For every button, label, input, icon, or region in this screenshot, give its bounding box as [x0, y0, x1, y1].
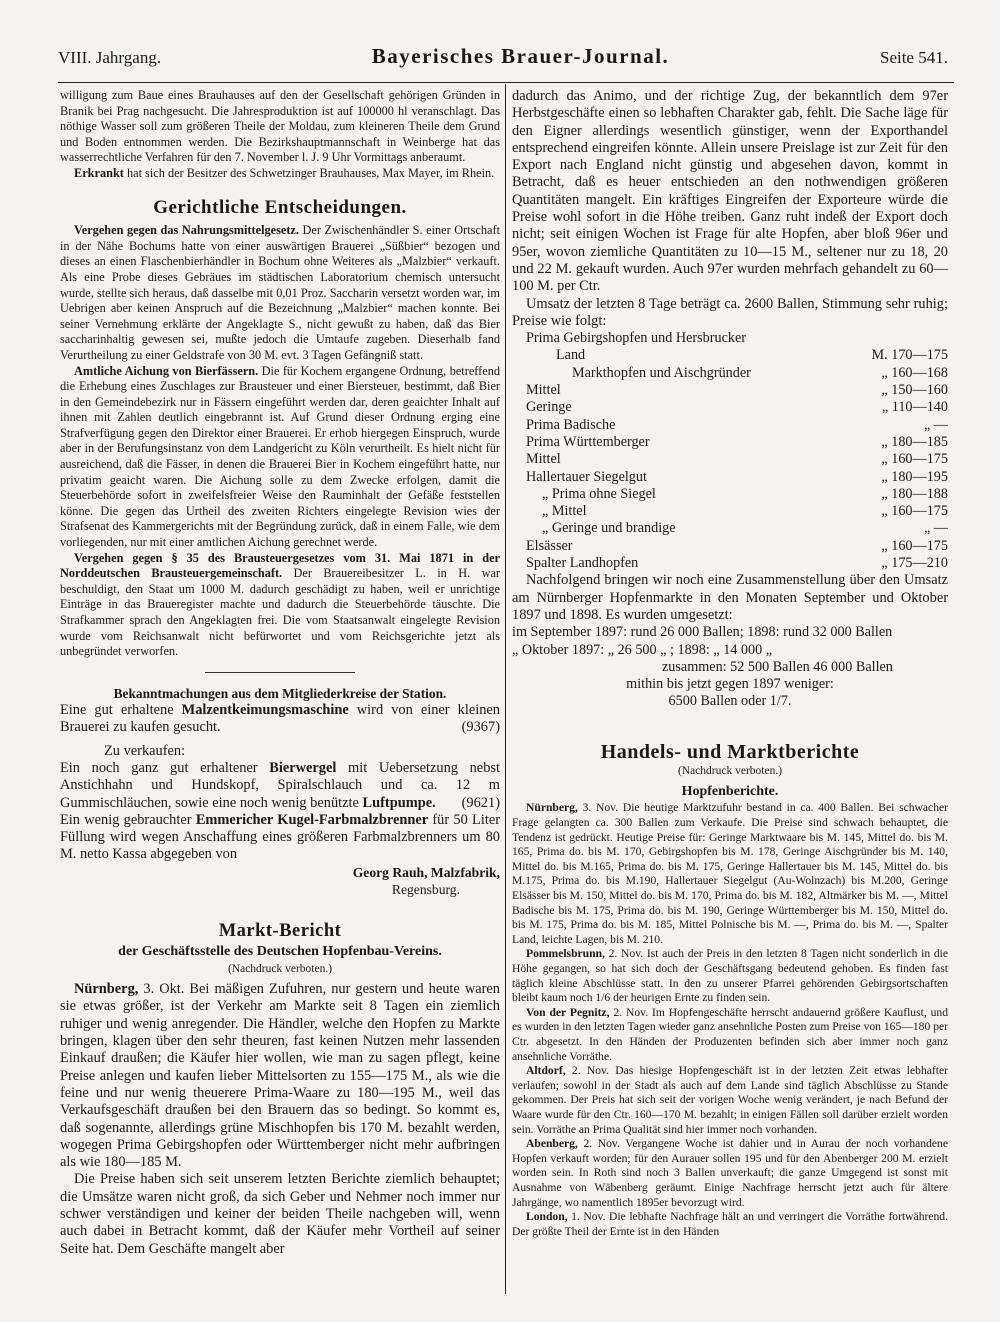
summary — [512, 572, 948, 624]
signature-place: Regensburg. — [391, 882, 460, 898]
price-label: Elsässer — [526, 537, 573, 554]
announcement-1 — [60, 702, 500, 737]
report-pegnitz — [512, 1006, 948, 1064]
place-name: Nürnberg, — [526, 801, 578, 815]
section-title-gerichtliche: Gerichtliche Entscheidungen. — [153, 196, 407, 218]
price-value: „ 110—140 — [881, 399, 948, 416]
section-title-markt-bericht: Markt-Bericht — [218, 921, 342, 942]
price-label: „ Mittel — [542, 503, 587, 520]
section-title-handels: Handels- und Marktberichte — [600, 740, 860, 763]
stat-difference: mithin bis jetzt gegen 1897 weniger: — [626, 676, 834, 693]
price-row — [512, 486, 948, 503]
price-label: Markthopfen und Aischgründer — [572, 364, 751, 381]
price-table — [512, 330, 948, 572]
price-value: „ — — [923, 416, 948, 433]
report-text: 2. Nov. Ist auch der Preis in den letzten 8 Tagen nicht sonderlich in die Höhe gegangen, so hat sich doch der Geschäftsgang bedeutend gehoben. Es finden fast täglich kleine Abschlüsse statt. In den zu unserer Pfarrei gehörenden Gebirgsortschaften bleibt kaum noch 1/6 der heurigen Ernte zu finden sein. — [512, 947, 948, 1005]
price-value: „ 160—175 — [881, 451, 948, 468]
article-text: Die für Kochem ergangene Ordnung, betreffend die Erhebung eines Zuschlages zur Brausteuer und einer Biersteuer, bestimmt, daß Bier in den Gemeindebezirk nur in Fässern eingeführt werden dar, deren geaichter Inhalt auf ihnen mit Zahlen deutlich eingebrannt ist. Auf Grund dieser Ordnung erging eine Strafverfügung gegen den Direktor einer Brauerei. Er erhob hiergegen Einspruch, wurde aber in der Berufungsinstanz von dem Landgericht zu Köln verurtheilt. Es hielt nicht für ausreichend, daß die Fässer, in denen die Brauerei Bier in Kochem eingeführt hatte, nur privatim geaicht waren. Die Aichung solle zu dem Zwecke erfolgen, damit die Steuerbehörde sofort in zweifelsfreier Weise den Rauminhalt der Gefäße feststellen könne. Die gegen das Urtheil des zweiten Richters eingelegte Revision wies der Strafsenat des Kammergerichts mit der Begründung zurück, daß in einem Falle, wie dem vorliegenden, nur mit einer amtlichen Aichung gerechnet werde. — [60, 363, 500, 550]
ann-text: Eine gut erhaltene — [60, 702, 182, 719]
price-row — [512, 555, 948, 572]
article-heading: Vergehen gegen das Nahrungsmittelgesetz. — [74, 223, 299, 238]
report-abenberg — [512, 1137, 948, 1210]
divider — [205, 672, 355, 673]
price-value: „ 180—188 — [881, 485, 948, 502]
report-london — [512, 1210, 948, 1239]
announcement-2 — [60, 760, 500, 812]
price-row — [512, 451, 948, 468]
ann-text: für 50 Liter Füllung wird wegen Anschaffung eines größeren Farbmalzbrenners um 80 M. netto Kassa abgegeben von — [60, 811, 500, 863]
stat-total: zusammen: 52 500 Ballen 46 000 Ballen — [662, 658, 893, 675]
price-row — [512, 399, 948, 416]
ann-text: mit Uebersetzung nebst Anstichhahn und Hundskopf, Spiralschlauch und ca. 12 m Gummischläuchen, sowie eine noch wenig benützte — [60, 759, 500, 811]
page-header — [58, 44, 948, 78]
krank-text: hat sich der Besitzer des Schwetzinger Brauhauses, Max Mayer, im Rhein. — [123, 165, 495, 180]
place-name: Pommelsbrunn, — [526, 947, 605, 961]
place-name: Abenberg, — [526, 1137, 578, 1151]
hop-reports — [512, 801, 948, 1239]
price-label: Spalter Landhopfen — [526, 555, 639, 572]
price-label: Prima Badische — [526, 416, 616, 433]
report-continuation — [512, 88, 948, 330]
article-nahrungsmittel — [60, 223, 500, 363]
report-text: 2. Nov. Im Hopfengeschäfte herrscht andauernd größere Kauflust, und es wurden in den letzten Tagen wieder ganz ansehnliche Posten zum Preise von 165—180 per Ctr. abgesetzt. In den Händen der Produzenten befinden sich aber immer noch ganz ansehnliche Vorräthe. — [512, 1005, 949, 1063]
reprint-note: (Nachdruck verboten.) — [227, 962, 333, 975]
price-value: „ 180—185 — [881, 433, 948, 450]
turnover-statistics — [512, 624, 948, 710]
price-label: Land — [556, 347, 586, 364]
price-row — [512, 347, 948, 364]
report-nuernberg — [512, 801, 948, 947]
price-row — [512, 469, 948, 486]
price-value — [856, 330, 948, 347]
article-aichung — [60, 364, 500, 551]
article-text: Der Brauereibesitzer L. in H. war beschuldigt, den Staat um 1000 M. dadurch geschädigt zu haben, weil er unrichtige Einträge in das Braueregister machte und dadurch die Steuerbehörde täuschte. Die Strafkammer sprach den Angeklagten frei. Die vom Staatsanwalt eingelegte Revision wurde vom Reichsanwalt nicht befürwortet und vom Reichsgerichte jetzt als unbegründet verworfen. — [60, 566, 500, 659]
stat-october: „ Oktober 1897: „ 26 500 „ ; 1898: „ 14 000 „ — [512, 641, 773, 658]
reprint-note: (Nachdruck verboten.) — [677, 765, 783, 778]
ann-text: Ein noch ganz gut erhaltener — [60, 759, 270, 776]
market-report-p1 — [60, 981, 500, 1171]
report-text: 2. Nov. Das hiesige Hopfengeschäft ist in der letzten Zeit etwas lebhafter verlaufen; sowohl in der Stadt als auch auf dem Lande sind täglich Abschlüsse zu Stande gekommen. Der Preis hat sich seit der vorigen Woche wenig verändert, je nach Befund der Waare wurde für den Ctr. 160—170 M. bezahlt; in einigen Fällen soll darüber erzielt worden sein. Vorräthe an Prima Qualität sind hier immer noch vorhanden. — [512, 1064, 948, 1136]
price-row — [512, 434, 948, 451]
price-value: M. 170—175 — [871, 347, 948, 364]
price-label: Prima Gebirgshopfen und Hersbrucker — [526, 330, 746, 347]
price-label: „ Prima ohne Siegel — [542, 485, 656, 502]
article-brausteuer — [60, 551, 500, 660]
price-label: Geringe — [526, 399, 572, 416]
ann-item: Malzentkeimungsmaschine — [181, 702, 349, 719]
price-row — [512, 330, 948, 347]
price-value: „ 180—195 — [881, 468, 948, 485]
ann-item: Bierwergel — [269, 759, 337, 776]
price-label: Mittel — [526, 382, 561, 399]
continuation-text: dadurch das Animo, und der richtige Zug, der bekanntlich dem 97er Herbstgeschäfte einen so lebhaften Charakter gab, fehlt. Die Sache läge für den Eigner allerdings wesentlich günstiger, wenn der Exporthandel entsprechend eingreifen könnte. Allein unsere Preislage ist zur Zeit für den Export nach England nicht günstig und abgesehen davon, kommt in Betracht, daß es heuer entschieden an den nothwendigen größeren Quantitäten mangelt. Ein kräftiges Eingreifen der Exporteure würde die Preise wohl sofort in die Höhe treiben. Ganz ruht indeß der Export doch nicht; seit einigen Wochen ist Frage für alte Hopfen, aber bloß 96er und 95er, wovon ziemliche Quantitäten zu 10—15 M., seltener nur zu 18, 20 und 22 M. gekauft wurden. Auch 97er wurden mehrfach gehandelt zu 60—100 M. per Ctr. — [512, 88, 948, 295]
market-report — [60, 981, 500, 1258]
volume-label: VIII. Jahrgang. — [58, 48, 162, 67]
price-label: „ Geringe und brandige — [542, 520, 676, 537]
announcement-3 — [60, 812, 500, 864]
price-label: Hallertauer Siegelgut — [526, 468, 647, 485]
left-column — [60, 88, 500, 1258]
place-name: Nürnberg, — [74, 981, 139, 998]
article-heading: Amtliche Aichung von Bierfässern. — [74, 363, 259, 378]
column-divider — [505, 84, 506, 1294]
ann-text: Ein wenig gebrauchter — [60, 811, 196, 828]
price-value: „ 150—160 — [881, 382, 948, 399]
ann-item: Emmericher Kugel-Farbmalzbrenner — [195, 811, 429, 828]
turnover-text: Umsatz der letzten 8 Tage beträgt ca. 2600 Ballen, Stimmung sehr ruhig; Preise wie folgt: — [512, 295, 948, 329]
ann-signature — [60, 864, 500, 881]
signature-name: Georg Rauh, Malzfabrik, — [352, 864, 500, 880]
place-name: London, — [526, 1210, 568, 1224]
stat-difference-value: 6500 Ballen oder 1/7. — [668, 693, 792, 710]
price-row — [512, 538, 948, 555]
report-text: 2. Nov. Vergangene Woche ist dahier und in Aurau der noch vorhandene Hopfen verkauft worden; für den Aurauer sollen 195 und für den Abenberger 200 M. erzielt worden sein. In Roth sind noch 3 Ballen unverkauft; die ganze Umgegend ist sonst mit Ausnahme von Wäbenberg geräumt. Einige Nachfrage herrscht jetzt auch für ältere Jahrgänge, wo namentlich 1895er bevorzugt wird. — [512, 1137, 948, 1209]
price-row — [512, 365, 948, 382]
article-heading: Vergehen gegen § 35 des Brausteuergesetzes vom 31. Mai 1871 in der Norddeutschen Brausteuergemeinschaft. — [60, 550, 500, 581]
page-number: Seite 541. — [879, 48, 948, 67]
header-rule — [58, 82, 954, 83]
report-pommelsbrunn — [512, 947, 948, 1005]
price-row — [512, 382, 948, 399]
summary-text: Nachfolgend bringen wir noch eine Zusammenstellung über den Umsatz am Nürnberger Hopfenmarkte in den Monaten September und Oktober 1897 und 1898. Es wurden umgesetzt: — [512, 572, 948, 623]
ann-text: wird von einer kleinen Brauerei zu kaufen gesucht. — [60, 702, 501, 736]
section-subtitle: der Geschäftsstelle des Deutschen Hopfenbau-Vereins. — [118, 943, 442, 959]
price-row — [512, 520, 948, 537]
stat-september: im September 1897: rund 26 000 Ballen; 1898: rund 32 000 Ballen — [512, 624, 893, 641]
announcements-title: Bekanntmachungen aus dem Mitgliederkreise der Station. — [113, 685, 447, 701]
place-name: Altdorf, — [526, 1064, 566, 1078]
price-row — [512, 503, 948, 520]
krank-paragraph — [60, 166, 500, 182]
ann-number: (9621) — [461, 794, 500, 811]
intro-paragraph: willigung zum Baue eines Brauhauses auf den der Gesellschaft gehörigen Gründen in Branik bei Prag nachgesucht. Die Jahresproduktion ist auf 100000 hl veranschlagt. Das nöthige Wasser soll zum größeren Theile der Moldau, zum kleineren Theile dem Grund und Boden entnommen werden. Die Bezirkshauptmannschaft in Weinberge hat das wasserrechtliche Verfahren für den 7. November l. J. 9 Uhr Vormittags anberaumt. — [60, 88, 500, 165]
price-value: „ 175—210 — [881, 555, 948, 572]
report-text: 3. Nov. Die heutige Marktzufuhr bestand in ca. 400 Ballen. Bei schwacher Frage gelangten ca. 300 Ballen zum Verkaufe. Die Preise sind schwach behauptet, die Tendenz ist gedrückt. Heutige Preise für: Geringe Marktwaare bis M. 145, Mittel do. bis M. 165, Prima do. bis M. 170, Gebirgshopfen bis M. 178, Geringe Aischgründer bis M. 140, Mittel do. bis M.165, Prima do. bis M. 175, Geringe Hallertauer bis M. 145, Mittel do. bis M.175, Prima do. bis M.190, Hallertauer Siegelgut (Au-Wolnzach) bis M.200, Geringe Elsässer bis M. 150, Mittel do. bis M. 170, Prima do. bis M. 182, Altmärker bis M. —, Mittel Badische bis M. 175, Prima do. bis M. 190, Geringe Württemberger bis M. 150, Mittel do. bis M. 175, Prima do. bis M. 185, Mittel Polnische bis M. —, Prima do. bis M. —, Spalter Land, leichte Lagen, bis M. 210. — [512, 801, 948, 946]
journal-title: Bayerisches Brauer-Journal. — [371, 44, 670, 68]
price-value: „ — — [923, 520, 948, 537]
ann-subheading: Zu verkaufen: — [104, 742, 186, 759]
price-value: „ 160—168 — [881, 364, 948, 381]
article-text: Der Zwischenhändler S. einer Ortschaft in der Nähe Bochums hatte von einer auswärtigen Brauerei „Süßbier“ bezogen und dieses an einen Flaschenbierhändler in Bochum ohne Weiteres als „Malzbier“ verkauft. Als eine Probe dieses Gebräues im städtischen Laboratorium chemisch untersucht wurde, stellte sich heraus, daß dasselbe mit 0,01 Proz. Saccharin versetzt worden war, im Uebrigen aber keinen Anspruch auf die Bezeichnung „Malzbier“ machen konnte. Bei seiner Vernehmung erklärte der Angeklagte S., nicht gewußt zu haben, daß das Bier saccharinhaltig gewesen sei, mußte jedoch die Umtaufe zugeben. Dieserhalb fand Verurtheilung zu einer Geldstrafe von 30 M. evt. 3 Tagen Gefängniß statt. — [60, 223, 500, 362]
report-text: 3. Okt. Bei mäßigen Zufuhren, nur gestern und heute waren sie etwas größer, ist der Verkehr am Markte seit 8 Tagen ein ziemlich ruhiger und wenig anregender. Die Händler, welche den Hopfen zu Markte bringen, klagen über den sehr theuren, fast keinen Nutzen mehr lassenden Einkauf draußen; die Käufer hier wollen, wie man zu sagen pflegt, keine Preise anlegen und kaufen lieber Mittelsorten zu 155—175 M., als wie die feine und nur wenig theuerere Prima-Waare zu 180—195 M., weil das Verkaufsgeschäft draußen bei den Brauern das so bedingt. So kommt es, daß sogenannte, allerdings grüne Mischhopfen bis 170 M. bezahlt werden, wogegen Prima Gebirgshopfen oder Württemberger nicht mehr aufbringen als wie 180—185 M. — [60, 981, 500, 1171]
krank-label: Erkrankt — [74, 165, 124, 180]
report-altdorf — [512, 1064, 948, 1137]
price-value: „ 160—175 — [881, 503, 948, 520]
market-report-p2: Die Preise haben sich seit unserem letzten Berichte ziemlich behauptet; die Umsätze waren nicht groß, da sich Geber und Nehmer noch immer nur schwer verständigen und keiner der beiden Theile nachgeben will, wenn auch dabei in Betracht kommt, daß der Käufer mehr Vortheil auf seiner Seite hat. Dem Geschäfte mangelt aber — [60, 1171, 500, 1257]
price-label: Prima Württemberger — [526, 433, 650, 450]
price-row — [512, 417, 948, 434]
ann-number: (9367) — [461, 719, 500, 736]
ann-item: Luftpumpe. — [362, 794, 436, 811]
price-value: „ 160—175 — [881, 537, 948, 554]
place-name: Von der Pegnitz, — [526, 1005, 610, 1019]
price-label: Mittel — [526, 451, 561, 468]
report-text: 1. Nov. Die lebhafte Nachfrage hält an und verringert die Vorräthe fortwährend. Der größte Theil der Ernte ist in den Händen — [512, 1210, 948, 1238]
right-column — [512, 88, 948, 1239]
section-subtitle-hopfen: Hopfenberichte. — [681, 783, 779, 799]
announcements — [60, 685, 500, 899]
